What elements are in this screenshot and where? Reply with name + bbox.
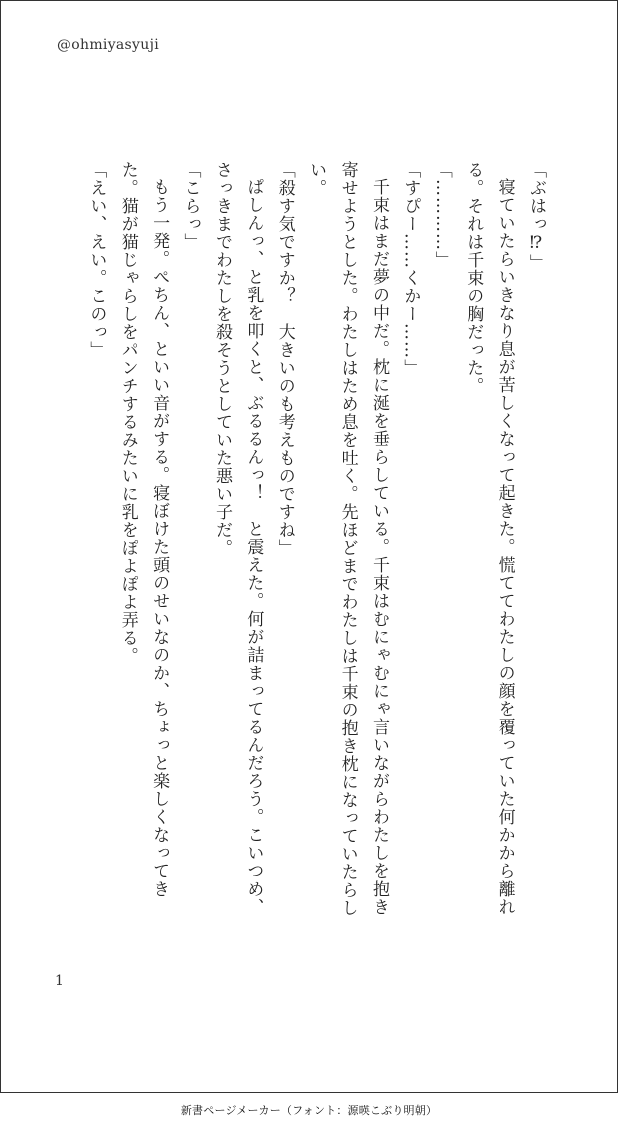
paragraph: もう一発。ぺちん、といい音がする。寝ぼけた頭のせいなのか、ちょっと楽しくなってきた。猫が猫じゃらしをパンチするみたいに乳をぽよぽよ弄る。 [117,161,170,898]
paragraph: 「えい、えい。このっ」 [86,161,107,359]
vertical-body-text [80,161,551,931]
page-number: 1 [55,973,64,989]
paragraph: 「ぶはっ⁉」 [526,161,546,272]
paragraph: 「殺す気ですか？ 大きいのも考えものですね」 [274,161,295,557]
paragraph: ぱしんっ、と乳を叩くと、ぶるるんっ！ と震えた。何が詰まってるんだろう。こいつめ、さっきまでわたしを殺そうとしていた悪い子だ。 [211,161,264,916]
author-handle: @ohmiyasyuji [57,37,159,53]
paragraph: 「こらっ」 [180,161,201,251]
footer-caption: 新書ページメーカー（フォント：源暎こぶり明朝） [180,1104,438,1117]
paragraph: 千束はまだ夢の中だ。枕に涎を垂らしている。千束はむにゃむにゃ言いながらわたしを抱き寄せようとした。わたしはため息を吐く。先ほどまでわたしは千束の抱き枕になっていたらしい。 [306,161,389,917]
paragraph: 寝ていたらいきなり息が苦しくなって起きた。慌ててわたしの顔を覆っていた何かから離れる。それは千束の胸だった。 [463,161,515,916]
paragraph: 「…………」 [431,161,452,269]
paragraph: 「すぴー……くかー……」 [400,161,421,377]
